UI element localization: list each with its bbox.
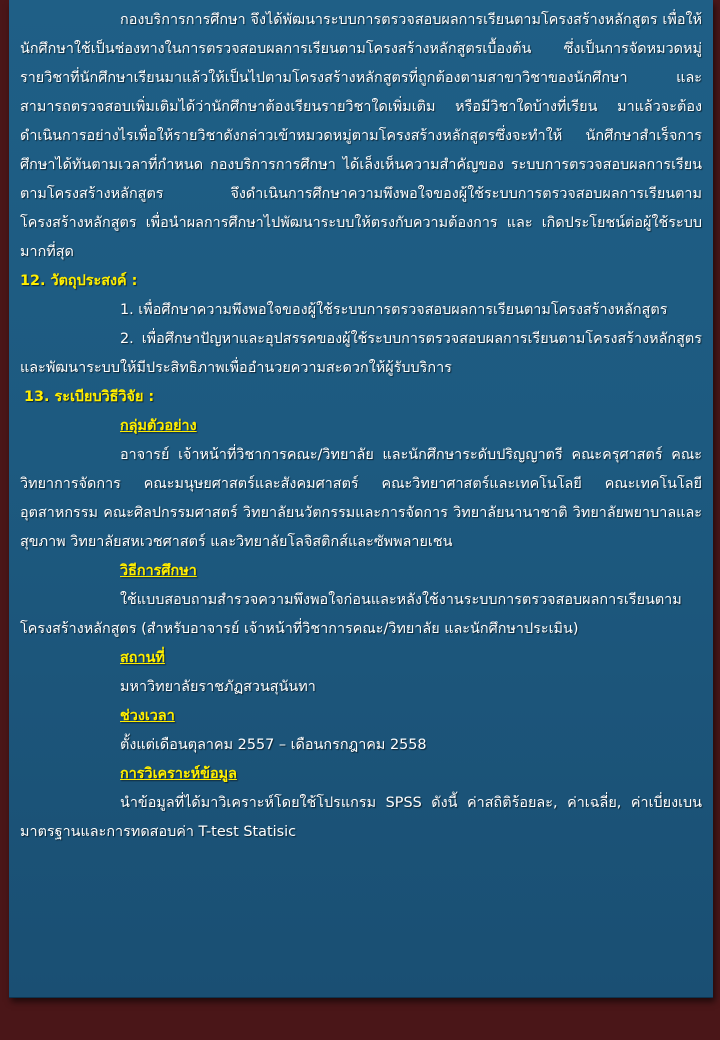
period-text: ตั้งแต่เดือนตุลาคม 2557 – เดือนกรกฎาคม 2558 xyxy=(120,737,427,753)
analysis-subheading xyxy=(20,760,702,789)
methodology-heading: 13. ระเบียบวิธีวิจัย : xyxy=(24,389,155,405)
method-title: วิธีการศึกษา xyxy=(120,563,197,579)
analysis-text: นำข้อมูลที่ได้มาวิเคราะห์โดยใช้โปรแกรม SPSS ดังนี้ ค่าสถิติร้อยละ, ค่าเฉลี่ย, ค่าเบี่ยงเบนมาตรฐานและการทดสอบค่า T-test Statisic xyxy=(20,795,702,840)
method-subheading xyxy=(20,557,702,586)
sample-subheading xyxy=(20,412,702,441)
intro-paragraph: กองบริการการศึกษา จึงได้พัฒนาระบบการตรวจสอบผลการเรียนตามโครงสร้างหลักสูตร เพื่อให้นักศึกษาใช้เป็นช่องทางในการตรวจสอบผลการเรียนตามโครงสร้างหลักสูตรเบื้องต้น ซึ่งเป็นการจัดหมวดหมู่รายวิชาที่นักศึกษาเรียนมาแล้วให้เป็นไปตามโครงสร้างหลักสูตรที่ถูกต้องตามสาขาวิชาของนักศึกษา และสามารถตรวจสอบเพิ่มเติมได้ว่านักศึกษาต้องเรียนรายวิชาใดเพิ่มเติม หรือมีวิชาใดบ้างที่เรียน มาแล้วจะต้องดำเนินการอย่างไรเพื่อให้รายวิชาดังกล่าวเข้าหมวดหมู่ตามโครงสร้างหลักสูตรซึ่งจะทำให้ นักศึกษาสำเร็จการศึกษาได้ทันตามเวลาที่กำหนด กองบริการการศึกษา ได้เล็งเห็นความสำคัญของ ระบบการตรวจสอบผลการเรียนตามโครงสร้างหลักสูตร จึงดำเนินการศึกษาความพึงพอใจของผู้ใช้ระบบการตรวจสอบผลการเรียนตามโครงสร้างหลักสูตร เพื่อนำผลการศึกษาไปพัฒนาระบบให้ตรงกับความต้องการ และ เกิดประโยชน์ต่อผู้ใช้ระบบมากที่สุด xyxy=(20,12,702,260)
analysis-title: การวิเคราะห์ข้อมูล xyxy=(120,766,237,782)
document-body xyxy=(20,6,702,847)
location-subheading xyxy=(20,644,702,673)
objective-item-2: 2. เพื่อศึกษาปัญหาและอุปสรรคของผู้ใช้ระบบการตรวจสอบผลการเรียนตามโครงสร้างหลักสูตรและพัฒนาระบบให้มีประสิทธิภาพเพื่ออำนวยความสะดวกให้ผู้รับบริการ xyxy=(20,331,702,376)
location-text: มหาวิทยาลัยราชภัฏสวนสุนันทา xyxy=(120,679,316,695)
sample-title: กลุ่มตัวอย่าง xyxy=(120,418,197,434)
objectives-heading: 12. วัตถุประสงค์ : xyxy=(20,273,138,289)
content-panel xyxy=(9,0,713,998)
period-title: ช่วงเวลา xyxy=(120,708,175,724)
method-text: ใช้แบบสอบถามสำรวจความพึงพอใจก่อนและหลังใช้งานระบบการตรวจสอบผลการเรียนตามโครงสร้างหลักสูตร (สำหรับอาจารย์ เจ้าหน้าที่วิชาการคณะ/วิทยาลัย และนักศึกษาประเมิน) xyxy=(20,592,682,637)
objective-item-1: 1. เพื่อศึกษาความพึงพอใจของผู้ใช้ระบบการตรวจสอบผลการเรียนตามโครงสร้างหลักสูตร xyxy=(120,302,668,318)
location-title: สถานที่ xyxy=(120,650,165,666)
sample-text: อาจารย์ เจ้าหน้าที่วิชาการคณะ/วิทยาลัย และนักศึกษาระดับปริญญาตรี คณะครุศาสตร์ คณะวิทยาการจัดการ คณะมนุษยศาสตร์และสังคมศาสตร์ คณะวิทยาศาสตร์และเทคโนโลยี คณะเทคโนโลยีอุตสาหกรรม คณะศิลปกรรมศาสตร์ วิทยาลัยนวัตกรรมและการจัดการ วิทยาลัยนานาชาติ วิทยาลัยพยาบาลและสุขภาพ วิทยาลัยสหเวชศาสตร์ และวิทยาลัยโลจิสติกส์และซัพพลายเชน xyxy=(20,447,702,550)
period-subheading xyxy=(20,702,702,731)
